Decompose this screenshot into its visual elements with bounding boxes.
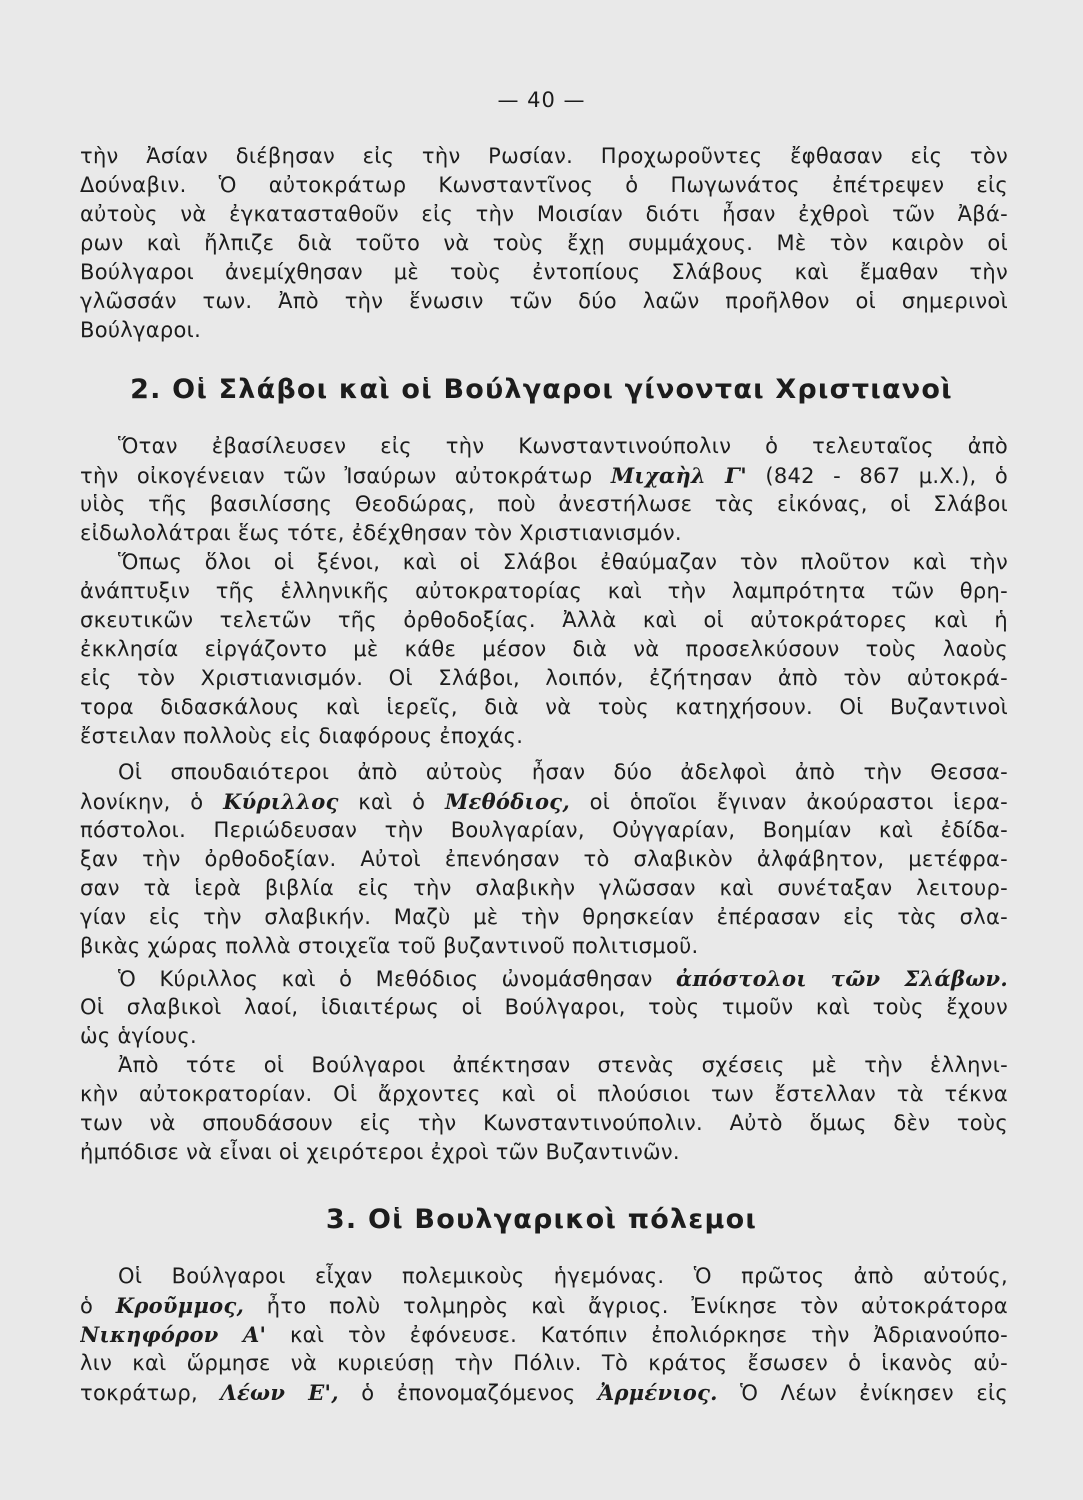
emperor-name: Μιχαὴλ Γ' — [610, 463, 747, 488]
text-line: ρων καὶ ἤλπιζε διὰ τοῦτο νὰ τοὺς ἔχῃ συμμάχους. Μὲ τὸν καιρὸν οἱ — [80, 231, 1008, 255]
text-line: υἱὸς τῆς βασιλίσσης Θεοδώρας, ποὺ ἀνεστήλωσε τὰς εἰκόνας, οἱ Σλάβοι — [80, 492, 1008, 516]
text-line: Ὅπως ὅλοι οἱ ξένοι, καὶ οἱ Σλάβοι ἐθαύμαζαν τὸν πλοῦτον καὶ τὴν — [118, 550, 1008, 574]
text-segment: τοκράτωρ, — [80, 1381, 221, 1405]
intro-paragraph — [80, 142, 1008, 345]
text-line: ἠμπόδισε νὰ εἶναι οἱ χειρότεροι ἐχροὶ τῶν Βυζαντινῶν. — [80, 1140, 680, 1164]
section-2-paragraph-1 — [80, 432, 1008, 548]
section-2-heading: 2. Οἱ Σλάβοι καὶ οἱ Βούλγαροι γίνονται Χριστιανοὶ — [130, 374, 953, 405]
text-line — [80, 964, 1008, 993]
text-segment: ὁ ἐπονομαζόμενος — [338, 1381, 598, 1405]
text-line: εἰς τὸν Χριστιανισμόν. Οἱ Σλάβοι, λοιπόν, ἐζήτησαν ἀπὸ τὸν αὐτοκρά- — [80, 666, 1008, 690]
text-line: Οἱ σπουδαιότεροι ἀπὸ αὐτοὺς ἦσαν δύο ἀδελφοὶ ἀπὸ τὴν Θεσσα- — [118, 760, 1008, 784]
text-segment: ἦτο πολὺ τολμηρὸς καὶ ἄγριος. Ἐνίκησε τὸν αὐτοκράτορα — [244, 1294, 1008, 1318]
text-segment: οἱ ὁποῖοι ἔγιναν ἀκούραστοι ἱερα- — [570, 790, 1008, 814]
person-name-methodios: Μεθόδιος, — [445, 789, 570, 814]
text-line: Βούλγαροι ἀνεμίχθησαν μὲ τοὺς ἐντοπίους Σλάβους καὶ ἔμαθαν τὴν — [80, 260, 1008, 284]
text-line: Βούλγαροι. — [80, 318, 202, 342]
person-name-nikephoros: Νικηφόρον Α' — [80, 1322, 267, 1347]
text-line: σαν τὰ ἱερὰ βιβλία εἰς τὴν σλαβικὴν γλῶσσαν καὶ συνέταξαν λειτουρ- — [80, 876, 1008, 900]
text-line: των νὰ σπουδάσουν εἰς τὴν Κωνσταντινούπολιν. Αὐτὸ ὅμως δὲν τοὺς — [80, 1111, 1008, 1135]
text-line: Δούναβιν. Ὁ αὐτοκράτωρ Κωνσταντῖνος ὁ Πωγωνάτος ἐπέτρεψεν εἰς — [80, 173, 1008, 197]
text-segment: λονίκην, ὁ — [80, 790, 224, 814]
text-line: τορα διδασκάλους καὶ ἱερεῖς, διὰ νὰ τοὺς κατηχήσουν. Οἱ Βυζαντινοὶ — [80, 695, 1008, 719]
section-2-paragraph-3 — [80, 758, 1008, 961]
text-line: γίαν εἰς τὴν σλαβικήν. Μαζὺ μὲ τὴν θρησκείαν ἐπέρασαν εἰς τὰς σλα- — [80, 905, 1008, 929]
text-line: βικὰς χώρας πολλὰ στοιχεῖα τοῦ βυζαντινοῦ πολιτισμοῦ. — [80, 934, 699, 958]
page-number: — 40 — — [497, 88, 586, 112]
text-line: ἐκκλησία εἰργάζοντο μὲ κάθε μέσον διὰ νὰ προσελκύσουν τοὺς λαοὺς — [80, 637, 1008, 661]
text-line: αὐτοὺς νὰ ἐγκατασταθοῦν εἰς τὴν Μοισίαν διότι ἦσαν ἐχθροὶ τῶν Ἀβά- — [80, 202, 1008, 226]
text-line: κὴν αὐτοκρατορίαν. Οἱ ἄρχοντες καὶ οἱ πλούσιοι των ἔστελλαν τὰ τέκνα — [80, 1082, 1008, 1106]
text-segment: ὁ — [80, 1294, 116, 1318]
text-line: λιν καὶ ὥρμησε νὰ κυριεύσῃ τὴν Πόλιν. Τὸ κράτος ἔσωσεν ὁ ἱκανὸς αὐ- — [80, 1351, 1008, 1375]
text-segment: καὶ τὸν ἐφόνευσε. Κατόπιν ἐπολιόρκησε τὴν Ἀδριανούπο- — [266, 1323, 1008, 1347]
text-line: ξαν τὴν ὀρθοδοξίαν. Αὐτοὶ ἐπενόησαν τὸ σλαβικὸν ἀλφάβητον, μετέφρα- — [80, 847, 1008, 871]
text-line — [80, 1378, 1008, 1407]
text-line: εἰδωλολάτραι ἕως τότε, ἐδέχθησαν τὸν Χριστιανισμόν. — [80, 521, 682, 545]
text-segment: Ὁ Κύριλλος καὶ ὁ Μεθόδιος ὠνομάσθησαν — [118, 967, 677, 991]
section-2-paragraph-4 — [80, 964, 1008, 1051]
text-line — [80, 1320, 1008, 1349]
person-name-kyrillos: Κύριλλος — [223, 789, 339, 814]
text-line — [80, 787, 1008, 816]
text-line — [80, 1291, 1008, 1320]
text-line: πόστολοι. Περιώδευσαν τὴν Βουλγαρίαν, Οὐγγαρίαν, Βοημίαν καὶ ἐδίδα- — [80, 818, 1008, 842]
text-line: ὡς ἁγίους. — [80, 1024, 197, 1048]
text-line: γλῶσσάν των. Ἀπὸ τὴν ἕνωσιν τῶν δύο λαῶν προῆλθον οἱ σημερινοὶ — [80, 289, 1008, 313]
epithet-armenios: Ἀρμένιος. — [597, 1380, 718, 1405]
person-name-leon: Λέων Ε', — [220, 1380, 339, 1405]
section-2-paragraph-5 — [80, 1051, 1008, 1167]
text-segment: Ὁ Λέων ἐνίκησεν εἰς — [717, 1381, 1008, 1405]
text-line: σκευτικῶν τελετῶν τῆς ὀρθοδοξίας. Ἀλλὰ καὶ οἱ αὐτοκράτορες καὶ ἡ — [80, 608, 1008, 632]
text-line: Ἀπὸ τότε οἱ Βούλγαροι ἀπέκτησαν στενὰς σχέσεις μὲ τὴν ἑλληνι- — [118, 1053, 1008, 1077]
text-line: Οἱ σλαβικοὶ λαοί, ἰδιαιτέρως οἱ Βούλγαροι, τοὺς τιμοῦν καὶ τοὺς ἔχουν — [80, 995, 1008, 1019]
text-line: τὴν Ἀσίαν διέβησαν εἰς τὴν Ρωσίαν. Προχωροῦντες ἔφθασαν εἰς τὸν — [80, 144, 1008, 168]
text-segment: τὴν οἰκογένειαν τῶν Ἰσαύρων αὐτοκράτωρ — [80, 464, 611, 488]
text-segment: καὶ ὁ — [338, 790, 445, 814]
text-line: ἀνάπτυξιν τῆς ἑλληνικῆς αὐτοκρατορίας καὶ τὴν λαμπρότητα τῶν θρη- — [80, 579, 1008, 603]
text-line: Ὅταν ἐβασίλευσεν εἰς τὴν Κωνσταντινούπολιν ὁ τελευταῖος ἀπὸ — [118, 434, 1008, 458]
section-3-heading: 3. Οἱ Βουλγαρικοὶ πόλεμοι — [325, 1204, 758, 1235]
text-line: Οἱ Βούλγαροι εἶχαν πολεμικοὺς ἡγεμόνας. Ὁ πρῶτος ἀπὸ αὐτούς, — [118, 1264, 1008, 1288]
text-segment: (842 - 867 μ.Χ.), ὁ — [746, 464, 1008, 488]
text-line — [80, 461, 1008, 490]
section-2-paragraph-2 — [80, 548, 1008, 751]
apostles-title: ἀπόστολοι τῶν Σλάβων. — [676, 966, 1008, 991]
text-line: ἔστειλαν πολλοὺς εἰς διαφόρους ἐποχάς. — [80, 724, 524, 748]
section-3-paragraph — [80, 1262, 1008, 1407]
person-name-kroummos: Κροῦμμος, — [115, 1293, 245, 1318]
